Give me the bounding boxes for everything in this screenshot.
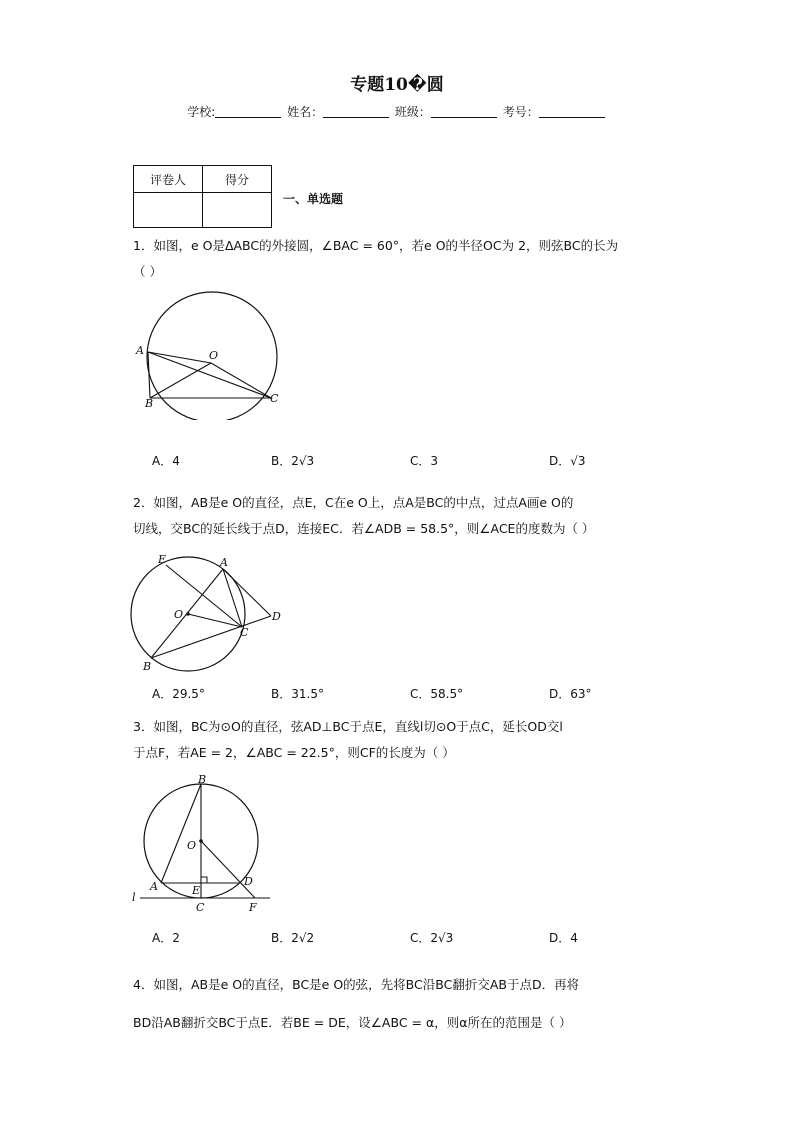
q2-label-o: O [174, 608, 184, 621]
q2-label-c: C [240, 626, 249, 639]
q2-option-d[interactable]: D．63° [549, 687, 592, 701]
q3-right-angle [201, 877, 207, 883]
q3-label-e: E [192, 884, 201, 897]
q2-label-e: E [158, 553, 167, 566]
exam-no-label: 考号： [502, 105, 539, 119]
question-3-text: 如图，BC为⊙O的直径，弦AD⊥BC于点E，直线l切⊙O于点C，延长OD交l [153, 719, 563, 734]
q3-label-a: A [150, 880, 158, 893]
q3-option-a[interactable]: A．2 [152, 931, 180, 945]
score-cell [203, 193, 272, 228]
q3-line-ba [161, 784, 201, 883]
q2-label-d: D [272, 610, 281, 623]
score-header: 得分 [203, 166, 272, 193]
q3-option-c[interactable]: C．2√3 [410, 931, 454, 945]
q3-label-l: l [132, 891, 136, 904]
score-table [133, 165, 272, 228]
question-4 [133, 966, 673, 1042]
q1-option-b[interactable]: B．2√3 [271, 454, 315, 468]
q2-label-a: A [220, 556, 228, 569]
q3-line-of [201, 841, 255, 898]
question-3-number: 3． [133, 719, 154, 734]
q1-label-b: B [145, 397, 154, 410]
question-1-text: 如图，e O是ΔABC的外接圆，∠BAC = 60°，若e O的半径OC为 2，则弦BC的长为 [153, 238, 619, 253]
q1-label-c: C [270, 392, 279, 405]
question-3 [133, 714, 673, 766]
exam-no-blank [539, 105, 605, 118]
q2-line-bd [151, 616, 271, 658]
q1-option-c[interactable]: C．3 [410, 454, 439, 468]
q1-option-d[interactable]: D．√3 [549, 454, 586, 468]
section-title: 一、单选题 [283, 192, 344, 206]
question-2-line2: 切线，交BC的延长线于点D，连接EC．若∠ADB = 58.5°，则∠ACE的度数为（ ） [133, 521, 595, 536]
q3-option-b[interactable]: B．2√2 [271, 931, 315, 945]
question-1-line2: （ ） [133, 264, 162, 279]
q1-option-a[interactable]: A．4 [152, 454, 180, 468]
question-4-line1 [133, 966, 673, 1004]
page-title: 专题10�圆 [350, 75, 444, 95]
grader-header: 评卷人 [134, 166, 203, 193]
q3-label-o: O [187, 839, 197, 852]
question-2-text: 如图，AB是e O的直径，点E，C在e O上，点A是BC的中点，过点A画e O的 [153, 495, 574, 510]
question-2-line1 [133, 490, 673, 516]
q1-line-bo [150, 363, 211, 398]
q3-option-d[interactable]: D．4 [549, 931, 578, 945]
q1-label-o: O [209, 349, 219, 362]
question-4-number: 4． [133, 977, 154, 992]
q2-option-a[interactable]: A．29.5° [152, 687, 205, 701]
q3-center-dot [199, 839, 203, 843]
class-blank [431, 105, 497, 118]
q3-label-f: F [249, 901, 257, 914]
name-label: 姓名： [287, 105, 324, 119]
name-blank [323, 105, 389, 118]
q3-label-d: D [244, 875, 253, 888]
question-3-figure [128, 773, 278, 918]
class-label: 班级： [394, 105, 431, 119]
student-info-line [0, 103, 794, 120]
q2-option-b[interactable]: B．31.5° [271, 687, 324, 701]
q3-label-c: C [196, 901, 205, 914]
q2-option-c[interactable]: C．58.5° [410, 687, 464, 701]
school-blank [215, 105, 281, 118]
q3-label-b: B [198, 773, 207, 786]
question-4-line2: BD沿AB翻折交BC于点E．若BE = DE，设∠ABC = α，则α所在的范围是（ ） [133, 1015, 572, 1030]
question-2-figure [128, 552, 298, 677]
question-3-line2: 于点F，若AE = 2，∠ABC = 22.5°，则CF的长度为（ ） [133, 745, 455, 760]
q2-label-b: B [143, 660, 152, 673]
question-2 [133, 490, 673, 542]
question-4-text: 如图，AB是e O的直径，BC是e O的弦，先将BC沿BC翻折交AB于点D．再将 [153, 977, 580, 992]
question-2-number: 2． [133, 495, 154, 510]
q2-center-dot [186, 612, 190, 616]
grader-cell [134, 193, 203, 228]
school-label: 学校: [187, 105, 216, 119]
q1-label-a: A [136, 344, 144, 357]
question-1 [133, 233, 673, 285]
question-1-number: 1． [133, 238, 154, 253]
question-3-line1 [133, 714, 673, 740]
question-1-line1 [133, 233, 673, 259]
question-1-figure [130, 290, 290, 420]
